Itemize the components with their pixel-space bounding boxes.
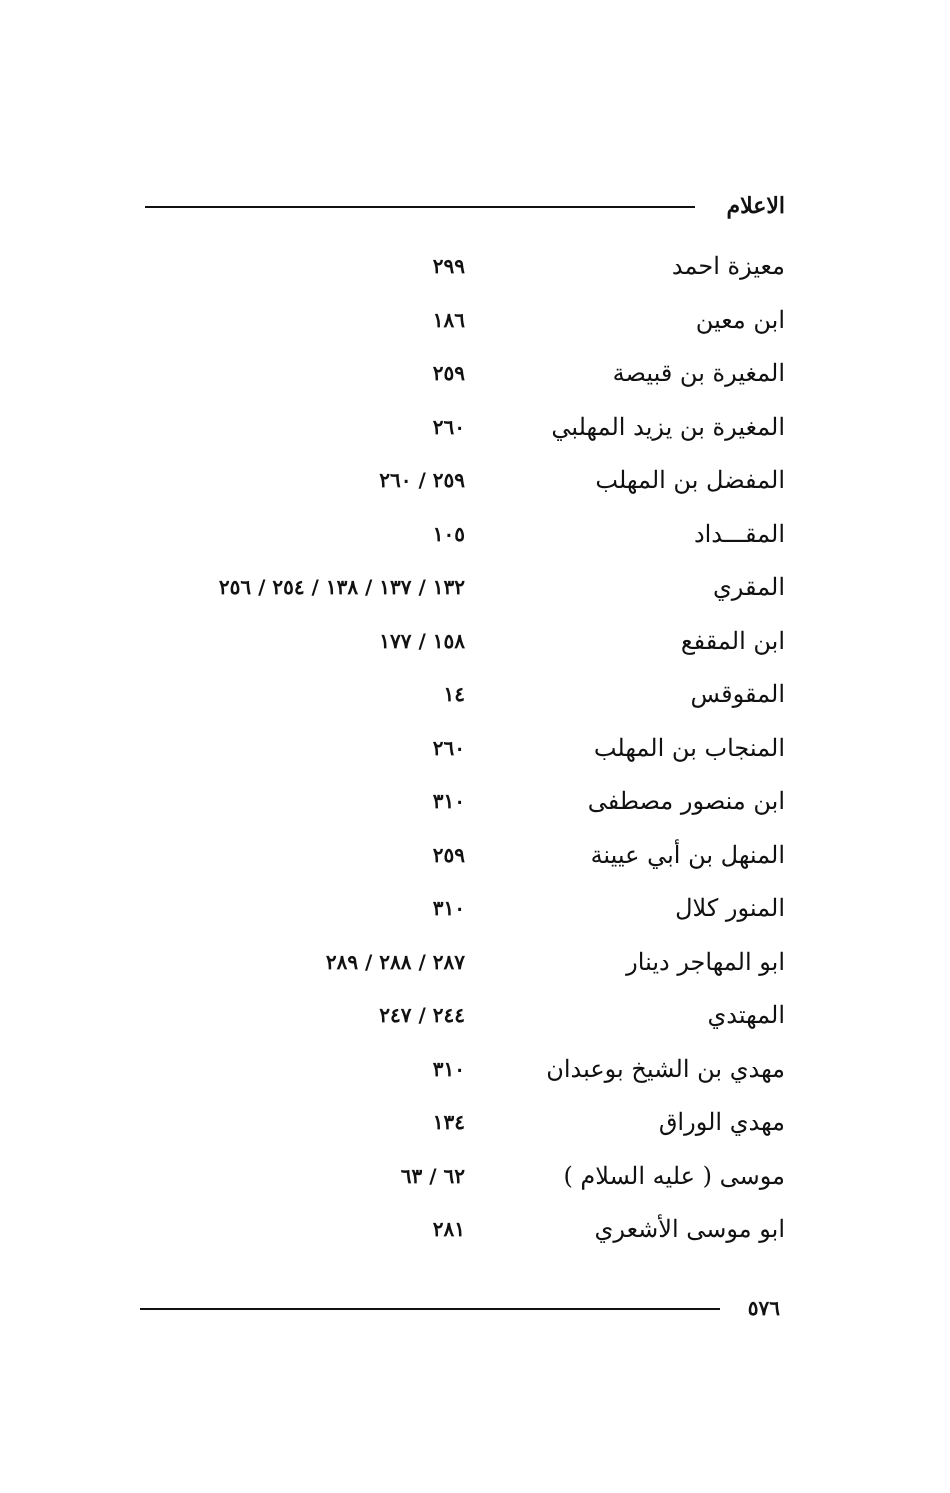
page-number: ٥٧٦ xyxy=(747,1296,780,1320)
entry-pages: ٢٨١ xyxy=(432,1217,465,1241)
entry-name: ابن المقفع xyxy=(680,626,785,655)
index-entry xyxy=(140,775,785,829)
entry-pages: ١٨٦ xyxy=(432,307,465,332)
index-entry xyxy=(140,454,785,508)
page-header xyxy=(145,186,785,226)
header-rule xyxy=(145,206,695,208)
index-entry xyxy=(140,401,785,455)
entry-pages: ٣١٠ xyxy=(432,896,465,920)
entry-name: ابو موسى الأشعري xyxy=(594,1215,785,1243)
index-entry xyxy=(140,882,785,936)
entry-name: المغيرة بن يزيد المهلبي xyxy=(551,412,785,441)
page-footer xyxy=(140,1290,785,1326)
entry-name: المقري xyxy=(712,573,785,601)
entry-pages: ١٠٥ xyxy=(432,521,465,546)
entry-pages: ٦٢ / ٦٣ xyxy=(400,1163,465,1188)
index-entry xyxy=(140,561,785,615)
index-entry xyxy=(140,294,785,348)
entry-name: المنهل بن أبي عيينة xyxy=(590,840,785,869)
entry-pages: ٢٦٠ xyxy=(432,735,465,760)
index-entry xyxy=(140,1203,785,1257)
entry-name: ابن منصور مصطفى xyxy=(587,787,785,815)
entry-name: مهدي الوراق xyxy=(658,1108,785,1136)
entry-name: ابو المهاجر دينار xyxy=(626,947,785,976)
entry-pages: ٣١٠ xyxy=(432,789,465,813)
entry-pages: ٢٥٩ / ٢٦٠ xyxy=(379,468,465,492)
entry-pages: ٢٥٩ xyxy=(432,842,465,867)
index-entry xyxy=(140,1043,785,1097)
entry-name: المنجاب بن المهلب xyxy=(593,733,785,762)
entry-name: المقوقس xyxy=(690,680,785,708)
index-entry xyxy=(140,1150,785,1204)
entry-pages: ١٤ xyxy=(443,682,465,706)
index-entry xyxy=(140,240,785,294)
entry-name: مهدي بن الشيخ بوعبدان xyxy=(546,1054,785,1083)
entry-name: المفضل بن المهلب xyxy=(595,466,785,494)
index-entry xyxy=(140,347,785,401)
entry-name: معيزة احمد xyxy=(671,252,785,280)
index-entry xyxy=(140,936,785,990)
footer-rule xyxy=(140,1308,720,1310)
index-entry xyxy=(140,989,785,1043)
index-entry xyxy=(140,1096,785,1150)
entry-name: المهتدي xyxy=(707,1001,785,1029)
index-entry xyxy=(140,615,785,669)
index-entry xyxy=(140,508,785,562)
entry-pages: ٣١٠ xyxy=(432,1056,465,1081)
entry-pages: ١٣٢ / ١٣٧ / ١٣٨ / ٢٥٤ / ٢٥٦ xyxy=(218,575,465,599)
index-list xyxy=(140,240,785,1257)
entry-pages: ٢٤٤ / ٢٤٧ xyxy=(379,1003,465,1027)
entry-pages: ١٥٨ / ١٧٧ xyxy=(379,628,465,653)
entry-pages: ٢٩٩ xyxy=(432,254,465,278)
entry-pages: ١٣٤ xyxy=(432,1110,465,1134)
entry-name: موسى ( عليه السلام ) xyxy=(563,1161,785,1190)
entry-name: المنور كلال xyxy=(675,894,785,922)
index-entry xyxy=(140,829,785,883)
entry-pages: ٢٨٧ / ٢٨٨ / ٢٨٩ xyxy=(325,949,465,974)
entry-pages: ٢٦٠ xyxy=(432,414,465,439)
running-head: الاعلام xyxy=(726,193,785,219)
entry-name: المغيرة بن قبيصة xyxy=(612,359,785,387)
index-entry xyxy=(140,668,785,722)
index-entry xyxy=(140,722,785,776)
entry-name: ابن معين xyxy=(695,305,785,334)
entry-name: المقـــداد xyxy=(693,519,785,548)
entry-pages: ٢٥٩ xyxy=(432,361,465,385)
